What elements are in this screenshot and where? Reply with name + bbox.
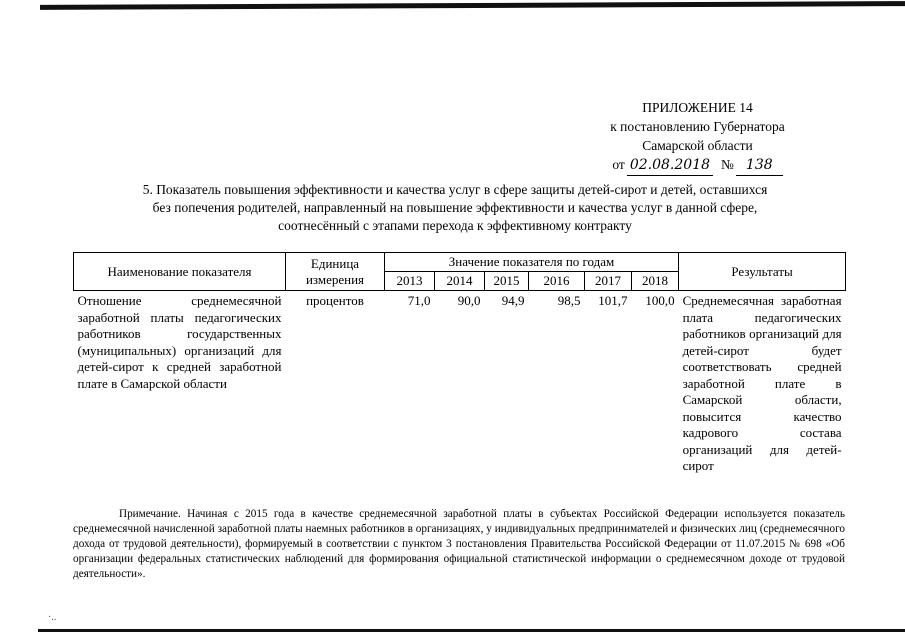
appendix-header — [580, 98, 815, 176]
header-unit: Единица измерения — [286, 253, 385, 291]
value-cell: 94,9 — [501, 293, 525, 308]
value-cell: 101,7 — [598, 293, 628, 308]
value-cell: 71,0 — [407, 293, 431, 308]
header-year: 2018 — [632, 272, 679, 291]
appendix-region: Самарской области — [642, 138, 753, 153]
footnote: Примечание. Начиная с 2015 года в качестве среднемесячной заработной платы в субъектах Российской Федерации используется показатель среднемесячной начисленной заработной платы наемных работников в организациях, у индивидуальных предпринимателей и физических лиц (среднемесячного дохода от трудовой деятельности), формируемый в соответствии с пунктом 3 постановления Правительства Российской Федерации от 11.07.2015 № 698 «Об организации федеральных статистических наблюдений для формирования официальной статистической информации о среднемесячном доходе от трудовой деятельности». — [73, 508, 845, 580]
table-row — [74, 291, 846, 477]
value-cell: 90,0 — [457, 293, 481, 308]
header-values-by-year: Значение показателя по годам — [385, 253, 679, 272]
bottom-border-line — [38, 629, 905, 632]
header-year: 2015 — [485, 272, 529, 291]
unit-cell: процентов — [306, 293, 364, 308]
title-line-3: соотнесённый с этапами перехода к эффективному контракту — [278, 218, 632, 233]
appendix-title: ПРИЛОЖЕНИЕ 14 — [642, 100, 753, 115]
appendix-date-number — [580, 155, 815, 176]
indicator-table — [73, 252, 846, 477]
handwritten-number: 138 — [736, 156, 783, 176]
table-header-row — [74, 253, 846, 272]
header-indicator-name: Наименование показателя — [74, 253, 286, 291]
number-sign: № — [721, 157, 734, 172]
title-line-1: 5. Показатель повышения эффективности и качества услуг в сфере защиты детей-сирот и детей, оставшихся — [142, 182, 768, 197]
date-prefix: от — [612, 157, 625, 172]
value-cell: 98,5 — [557, 293, 581, 308]
value-cell: 100,0 — [645, 293, 675, 308]
appendix-reference: к постановлению Губернатора — [610, 119, 785, 134]
header-year: 2017 — [585, 272, 632, 291]
scan-artifact-mark: ·.. — [48, 612, 57, 623]
results-cell: Среднемесячная заработная плата педагогических работников организаций для детей-сирот будет соответствовать средней заработной плате в Самарской области, повысится качество кадрового состава организаций для детей-сирот — [682, 293, 842, 473]
indicator-name-cell: Отношение среднемесячной заработной платы педагогических работников государственных (муниципальных) организаций для детей-сирот к средней заработной плате в Самарской области — [77, 293, 282, 391]
top-border-line — [0, 0, 905, 10]
header-year: 2014 — [435, 272, 485, 291]
document-title — [70, 181, 840, 235]
handwritten-date: 02.08.2018 — [627, 156, 713, 176]
header-results: Результаты — [679, 253, 846, 291]
header-year: 2013 — [385, 272, 435, 291]
header-year: 2016 — [529, 272, 585, 291]
title-line-2: без попечения родителей, направленный на повышение эффективности и качества услуг в данной сфере, — [152, 200, 758, 215]
